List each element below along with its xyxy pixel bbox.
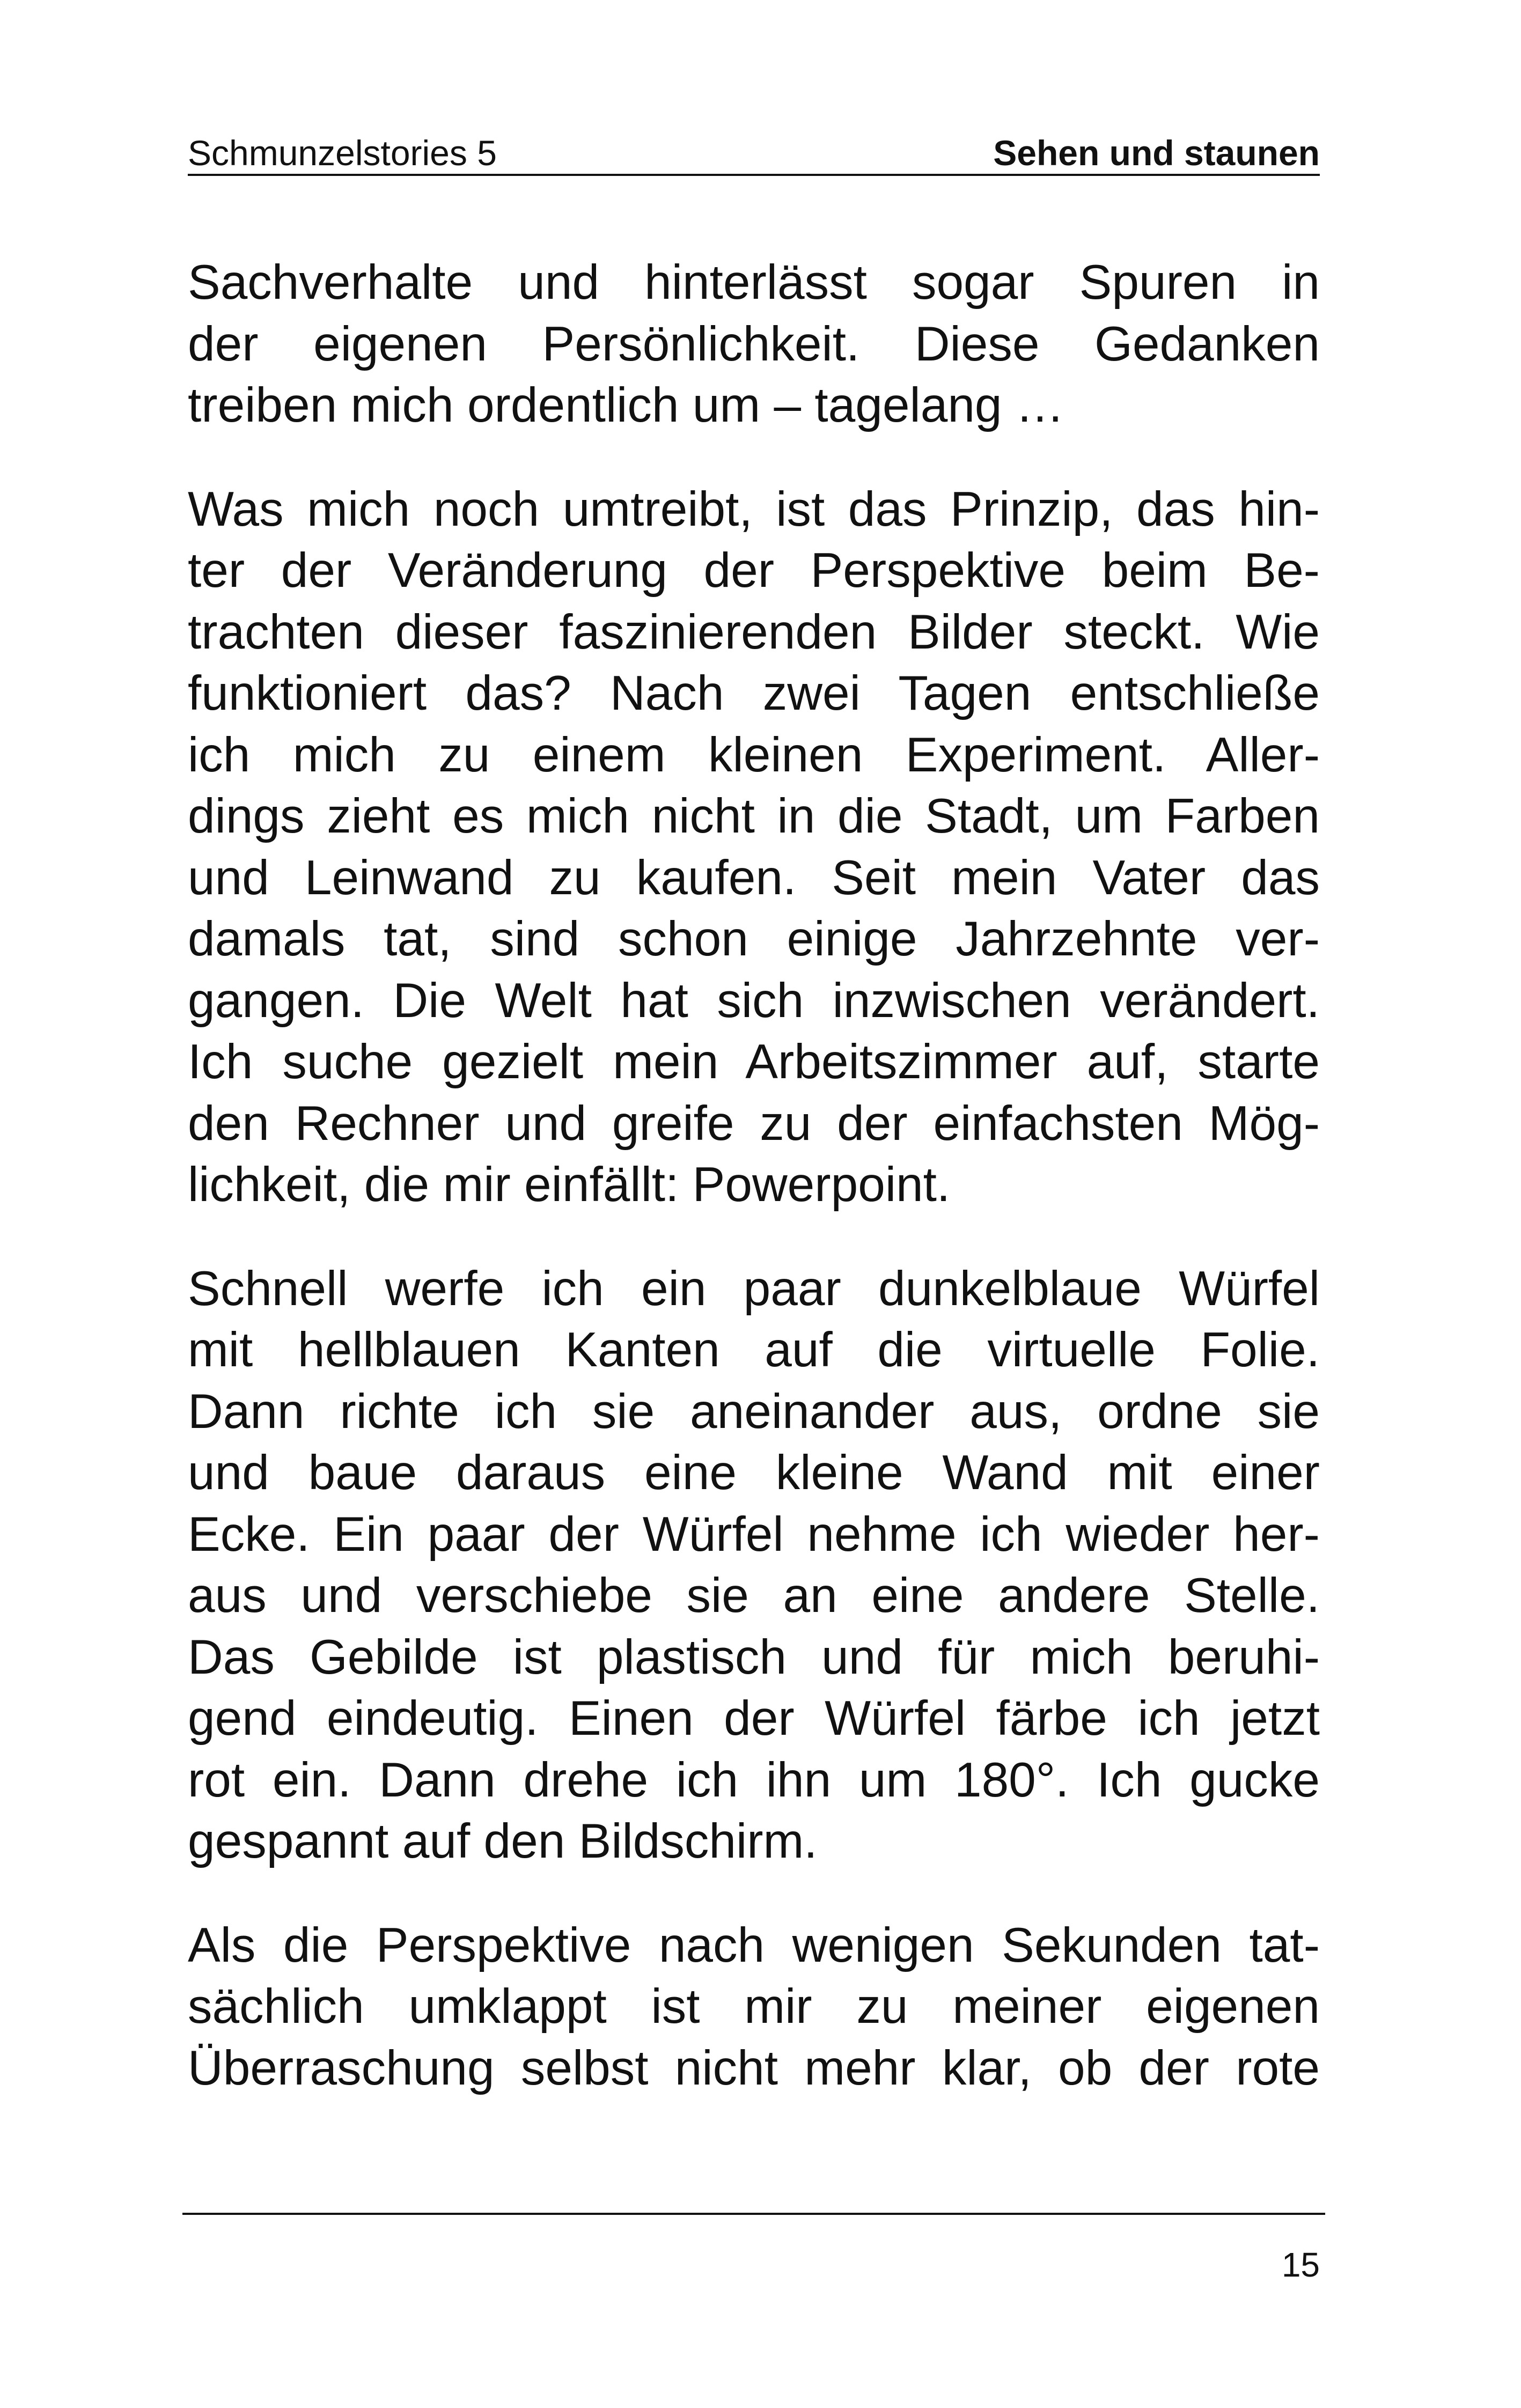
text-line: funktioniert das? Nach zwei Tagen entschließe (188, 666, 1320, 720)
paragraph-3 (188, 1258, 1320, 1873)
paragraph-1 (188, 252, 1320, 437)
book-title: Schmunzelstories 5 (188, 133, 497, 173)
text-line: der eigenen Persönlichkeit. Diese Gedanken (188, 316, 1320, 371)
text-line: ich mich zu einem kleinen Experiment. Aller- (188, 727, 1320, 782)
text-line: treiben mich ordentlich um – tagelang … (188, 378, 1064, 432)
running-header (188, 131, 1320, 176)
text-line: Überraschung selbst nicht mehr klar, ob der rote (188, 2041, 1320, 2095)
text-line: und Leinwand zu kaufen. Seit mein Vater das (188, 850, 1320, 905)
paragraph-4 (188, 1915, 1320, 2100)
text-line: Ich suche gezielt mein Arbeitszimmer auf, starte (188, 1035, 1320, 1089)
text-line: Sachverhalte und hinterlässt sogar Spuren in (188, 255, 1320, 310)
body-text (188, 252, 1320, 2141)
text-line: sächlich umklappt ist mir zu meiner eigenen (188, 1979, 1320, 2034)
text-line: und baue daraus eine kleine Wand mit einer (188, 1446, 1320, 1500)
text-line: rot ein. Dann drehe ich ihn um 180°. Ich gucke (188, 1752, 1320, 1807)
text-line: gespannt auf den Bildschirm. (188, 1814, 818, 1868)
text-line: Als die Perspektive nach wenigen Sekunden tat- (188, 1918, 1320, 1972)
text-line: den Rechner und greife zu der einfachsten Mög- (188, 1096, 1320, 1151)
text-line: mit hellblauen Kanten auf die virtuelle Folie. (188, 1323, 1320, 1377)
text-line: Ecke. Ein paar der Würfel nehme ich wieder her- (188, 1507, 1320, 1562)
page-number: 15 (1281, 2245, 1320, 2284)
text-line: aus und verschiebe sie an eine andere Stelle. (188, 1568, 1320, 1623)
text-line: lichkeit, die mir einfällt: Powerpoint. (188, 1158, 951, 1212)
text-line: trachten dieser faszinierenden Bilder steckt. Wie (188, 605, 1320, 659)
paragraph-2 (188, 479, 1320, 1216)
text-line: dings zieht es mich nicht in die Stadt, um Farben (188, 789, 1320, 843)
text-line: Das Gebilde ist plastisch und für mich beruhi- (188, 1630, 1320, 1684)
text-line: gangen. Die Welt hat sich inzwischen verändert. (188, 973, 1320, 1028)
text-line: Schnell werfe ich ein paar dunkelblaue Würfel (188, 1261, 1320, 1316)
text-line: damals tat, sind schon einige Jahrzehnte ver- (188, 912, 1320, 966)
footer-divider (182, 2213, 1325, 2215)
text-line: ter der Veränderung der Perspektive beim Be- (188, 543, 1320, 598)
text-line: Was mich noch umtreibt, ist das Prinzip, das hin- (188, 482, 1320, 536)
chapter-title: Sehen und staunen (993, 133, 1320, 173)
text-line: gend eindeutig. Einen der Würfel färbe ich jetzt (188, 1691, 1320, 1746)
text-line: Dann richte ich sie aneinander aus, ordne sie (188, 1384, 1320, 1439)
